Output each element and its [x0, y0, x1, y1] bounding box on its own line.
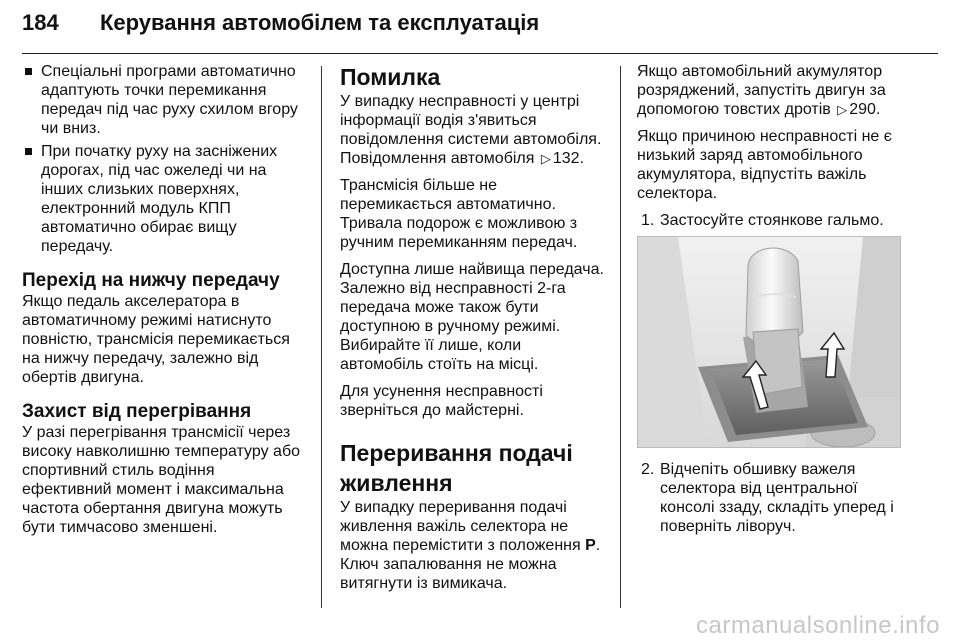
step-text: Відчепіть обшивку важеля селектора від центральної консолі ззаду, складіть уперед і поверніть ліворуч.: [660, 461, 894, 535]
column-divider-right: [620, 66, 621, 608]
overheat-heading: Захист від перегрівання: [22, 401, 252, 422]
fault-page-ref[interactable]: 132: [552, 150, 580, 167]
right-column: [637, 62, 905, 238]
list-item: [22, 142, 306, 256]
fault-text-3: Доступна лише найвища передача. Залежно від несправності 2-га передача може також бути доступною в ручному режимі. Вибирайте її лише, коли автомобіль стоїть на місці.: [340, 261, 604, 373]
middle-column: [340, 62, 608, 601]
step-number: 1.: [641, 212, 655, 229]
page-reference-icon: ▷: [540, 151, 551, 166]
step-item: [637, 460, 905, 544]
kickdown-text: Якщо педаль акселератора в автоматичному режимі натиснуто повністю, трансмісія перемикається на нижчу передачу, залежно від обертів двигуна.: [22, 293, 290, 386]
watermark: carmanualsonline.info: [696, 612, 940, 639]
cause-text: Якщо причиною несправності не є низький заряд автомобільного акумулятора, відпустіть важіль селектора.: [637, 128, 892, 202]
step-row: [637, 460, 905, 536]
kickdown-heading: Перехід на нижчу передачу: [22, 270, 280, 291]
chapter-title: Керування автомобілем та експлуатація: [100, 10, 540, 35]
list-item: [22, 62, 306, 138]
selector-lever-illustration: [637, 236, 901, 448]
fault-heading: Помилка: [340, 64, 441, 90]
step-text: Застосуйте стоянкове гальмо.: [660, 212, 884, 229]
fault-text-before: У випадку несправності у центрі інформації водія з'явиться повідомлення системи автомобіля. Повідомлення автомобіля: [340, 93, 602, 167]
fault-text-2: Трансмісія більше не перемикається автоматично. Тривала подорож є можливою з ручним перемиканням передач.: [340, 177, 578, 251]
left-column: [22, 62, 306, 545]
square-bullet-icon: [25, 148, 32, 155]
page-reference-icon: ▷: [837, 102, 848, 117]
fault-text: [340, 92, 608, 168]
battery-text: [637, 62, 905, 119]
battery-text-before: Якщо автомобільний акумулятор розряджений, запустіть двигун за допомогою товстих дротів: [637, 63, 886, 118]
battery-page-ref[interactable]: 290: [849, 101, 876, 118]
square-bullet-icon: [25, 68, 32, 75]
bullet-text: Спеціальні програми автоматично адаптують точки перемикання передач під час руху схилом вгору чи вниз.: [41, 63, 298, 137]
fault-text-after: .: [579, 150, 585, 167]
overheat-text: У разі перегрівання трансмісії через високу навколишню температуру або спортивний стиль водіння ефективний момент і максимальна частота обертання двигуна можуть бути тимчасово зменшені.: [22, 424, 300, 536]
column-divider-left: [321, 66, 322, 608]
battery-text-after: .: [875, 101, 881, 118]
page-number: 184: [22, 10, 59, 35]
interrupt-heading: Переривання подачі живлення: [340, 440, 573, 496]
interrupt-text-before: У випадку переривання подачі живлення важіль селектора не можна перемістити з положення: [340, 499, 581, 554]
gear-lever-icon: [638, 237, 900, 447]
fault-text-4: Для усунення несправності зверніться до майстерні.: [340, 383, 543, 419]
interrupt-position: P: [585, 537, 596, 554]
bullet-text: При початку руху на засніжених дорогах, під час ожеледі чи на інших слизьких поверхнях, електронний модуль КПП автоматично обирає вищу передачу.: [41, 143, 278, 255]
interrupt-text: [340, 498, 608, 593]
step-number: 2.: [641, 461, 655, 478]
step-item: [637, 211, 905, 230]
header-rule: [22, 53, 938, 54]
interrupt-text-after: . Ключ запалювання не можна витягнути із вимикача.: [340, 537, 601, 592]
